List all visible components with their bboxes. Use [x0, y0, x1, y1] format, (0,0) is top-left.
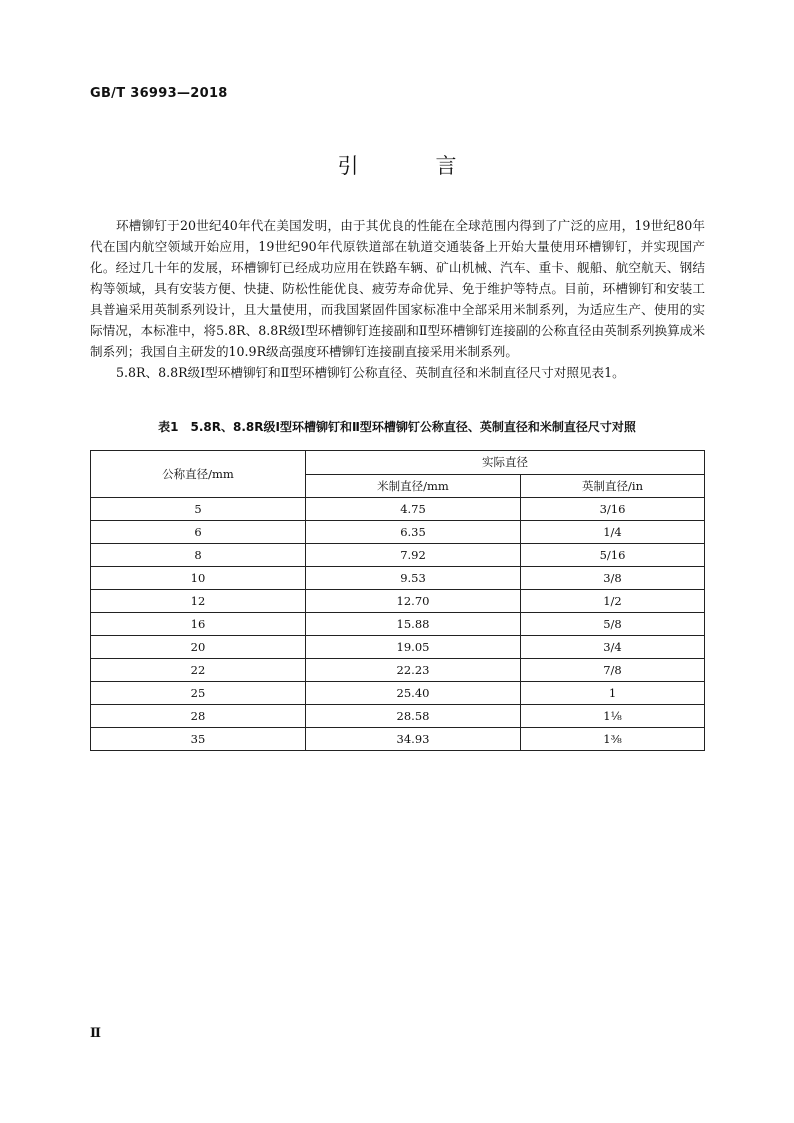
cell-metric: 7.92: [306, 544, 521, 567]
cell-metric: 19.05: [306, 636, 521, 659]
cell-imperial: 3/16: [521, 498, 705, 521]
cell-metric: 25.40: [306, 682, 521, 705]
cell-metric: 12.70: [306, 590, 521, 613]
standard-code: GB/T 36993—2018: [90, 86, 228, 101]
table-row: [91, 544, 705, 567]
header-imperial: 英制直径/in: [521, 474, 705, 498]
cell-metric: 22.23: [306, 659, 521, 682]
cell-imperial: 7/8: [521, 659, 705, 682]
cell-nominal: 10: [91, 567, 306, 590]
cell-imperial: 5/16: [521, 544, 705, 567]
cell-nominal: 5: [91, 498, 306, 521]
cell-nominal: 8: [91, 544, 306, 567]
cell-metric: 9.53: [306, 567, 521, 590]
table-row: [91, 567, 705, 590]
cell-imperial: 3/4: [521, 636, 705, 659]
cell-imperial: 1⅛: [521, 705, 705, 728]
table-body: [91, 498, 705, 751]
table-row: [91, 659, 705, 682]
cell-imperial: 1: [521, 682, 705, 705]
table-row: [91, 636, 705, 659]
paragraph-1: 环槽铆钉于20世纪40年代在美国发明，由于其优良的性能在全球范围内得到了广泛的应用，19世纪80年代在国内航空领域开始应用，19世纪90年代原铁道部在轨道交通装备上开始大量使用环槽铆钉，并实现国产化。经过几十年的发展，环槽铆钉已经成功应用在铁路车辆、矿山机械、汽车、重卡、舰船、航空航天、钢结构等领域，具有安装方便、快捷、防松性能优良、疲劳寿命优异、免于维护等特点。目前，环槽铆钉和安装工具普遍采用英制系列设计，且大量使用，而我国紧固件国家标准中全部采用米制系列，为适应生产、使用的实际情况，本标准中，将5.8R、8.8R级Ⅰ型环槽铆钉连接副和Ⅱ型环槽铆钉连接副的公称直径由英制系列换算成米制系列；我国自主研发的10.9R级高强度环槽铆钉连接副直接采用米制系列。: [90, 218, 705, 359]
table-row: [91, 613, 705, 636]
introduction-body: [90, 215, 705, 383]
table-row: [91, 498, 705, 521]
cell-metric: 15.88: [306, 613, 521, 636]
cell-nominal: 35: [91, 728, 306, 751]
cell-imperial: 3/8: [521, 567, 705, 590]
table-row: [91, 590, 705, 613]
page-number: Ⅱ: [90, 1026, 101, 1041]
table-row: [91, 682, 705, 705]
cell-imperial: 1/4: [521, 521, 705, 544]
cell-metric: 4.75: [306, 498, 521, 521]
paragraph-2: 5.8R、8.8R级Ⅰ型环槽铆钉和Ⅱ型环槽铆钉公称直径、英制直径和米制直径尺寸对照见表1。: [116, 365, 625, 380]
diameter-table: [90, 450, 705, 751]
page-title: 引 言: [337, 154, 485, 178]
cell-nominal: 12: [91, 590, 306, 613]
cell-metric: 28.58: [306, 705, 521, 728]
cell-nominal: 6: [91, 521, 306, 544]
cell-metric: 34.93: [306, 728, 521, 751]
cell-nominal: 16: [91, 613, 306, 636]
cell-metric: 6.35: [306, 521, 521, 544]
header-actual: 实际直径: [306, 451, 705, 475]
cell-nominal: 22: [91, 659, 306, 682]
cell-imperial: 5/8: [521, 613, 705, 636]
cell-nominal: 25: [91, 682, 306, 705]
table-row: [91, 728, 705, 751]
table-row: [91, 705, 705, 728]
cell-nominal: 20: [91, 636, 306, 659]
cell-imperial: 1/2: [521, 590, 705, 613]
header-metric: 米制直径/mm: [306, 474, 521, 498]
table-row: [91, 521, 705, 544]
table-caption: 表1 5.8R、8.8R级Ⅰ型环槽铆钉和Ⅱ型环槽铆钉公称直径、英制直径和米制直径尺寸对照: [158, 420, 636, 434]
header-nominal: 公称直径/mm: [91, 451, 306, 498]
cell-nominal: 28: [91, 705, 306, 728]
cell-imperial: 1⅜: [521, 728, 705, 751]
